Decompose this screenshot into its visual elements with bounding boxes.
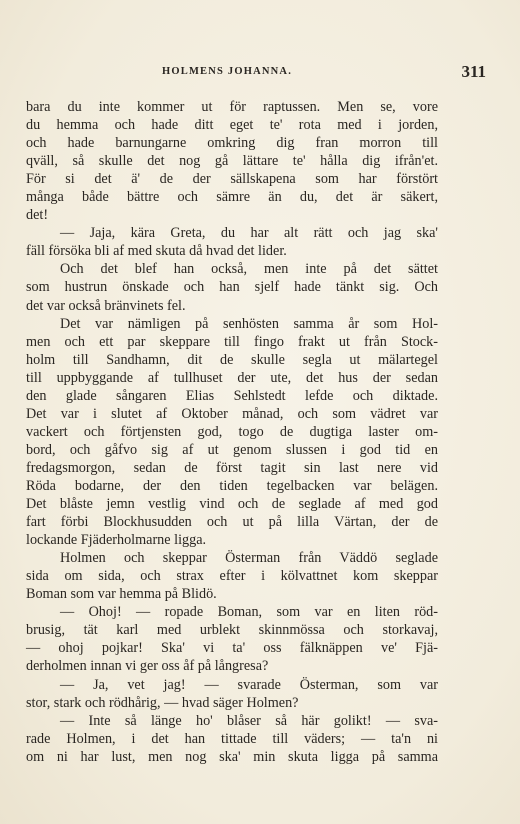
text-line: lockande Fjäderholmarne ligga. [26, 532, 207, 549]
text-line: många både bättre och sämre än du, det är säkert, [26, 189, 438, 206]
text-line: till uppbyggande af tullhuset der ute, det hus der sedan [26, 369, 438, 386]
text-line: brusig, tät karl med urblekt skinnmössa och storkavaj, [26, 622, 438, 639]
text-line: Röda bodarne, der den tiden tegelbacken var belägen. [26, 477, 438, 494]
text-line: Det var i slutet af Oktober månad, och som vädret var [26, 405, 438, 422]
text-line: stor, stark och rödhårig, — hvad säger Holmen? [26, 694, 299, 711]
text-line: fäll försöka bli af med skuta då hvad det lider. [26, 243, 287, 260]
running-title: HOLMENS JOHANNA. [162, 66, 293, 77]
running-head [26, 62, 486, 84]
text-line: qväll, så skulle det nog gå lättare te' hålla dig ifrån'et. [26, 153, 438, 170]
text-line: fredagsmorgon, sedan de först tagit sin last nere vid [26, 459, 438, 476]
text-line: För si det ä' de der sällskapena som har förstört [26, 171, 438, 188]
text-line: rade Holmen, i det han tittade till väders; — ta'n ni [26, 730, 438, 747]
text-line: — ohoj pojkar! Ska' vi ta' oss fälknäppen ve' Fjä- [26, 640, 438, 657]
text-line: derholmen innan vi ger oss åf på långresa? [26, 658, 269, 675]
text-line: fart förbi Blockhusudden och ut på lilla Värtan, der de [26, 514, 438, 531]
text-line: bord, och gåfvo sig af ut genom slussen i god tid en [26, 441, 438, 458]
text-line: och hade barnungarne omkring dig fran morron till [26, 135, 438, 152]
page-number: 311 [461, 62, 486, 81]
text-line: men och ett par skeppare till fingo frakt ut från Stock- [26, 333, 438, 350]
text-line: — Jaja, kära Greta, du har alt rätt och jag ska' [60, 225, 438, 242]
text-line: holm till Sandhamn, dit de skulle segla ut mälartegel [26, 351, 438, 368]
text-line: den glade sångaren Elias Sehlstedt lefde och diktade. [26, 387, 438, 404]
text-line: om ni har lust, men nog ska' min skuta ligga på samma [26, 748, 438, 765]
text-line: Holmen och skeppar Österman från Väddö seglade [60, 550, 438, 567]
text-line: det var också bränvinets fel. [26, 297, 186, 314]
text-line: det! [26, 207, 49, 224]
text-line: du hemma och hade ditt eget te' rota med i jorden, [26, 117, 438, 134]
text-line: — Inte så länge ho' blåser så här golikt! — sva- [60, 712, 438, 729]
text-line: Det var nämligen på senhösten samma år som Hol- [60, 315, 438, 332]
text-line: Boman som var hemma på Blidö. [26, 586, 217, 603]
text-line: Och det blef han också, men inte på det sättet [60, 261, 438, 278]
text-line: — Ja, vet jag! — svarade Österman, som var [60, 676, 438, 693]
text-line: som hustrun önskade och han sjelf hade tänkt sig. Och [26, 279, 438, 296]
text-line: — Ohoj! — ropade Boman, som var en liten röd- [60, 604, 438, 621]
text-line: bara du inte kommer ut för raptussen. Men se, vore [26, 99, 438, 115]
body-text [26, 98, 438, 766]
text-line: sida om sida, och strax efter i kölvattnet kom skeppar [26, 568, 438, 585]
text-line: Det blåste jemn vestlig vind och de seglade af med god [26, 496, 438, 513]
text-line: vackert och förtjensten god, togo de dugtiga laster om- [26, 423, 438, 440]
